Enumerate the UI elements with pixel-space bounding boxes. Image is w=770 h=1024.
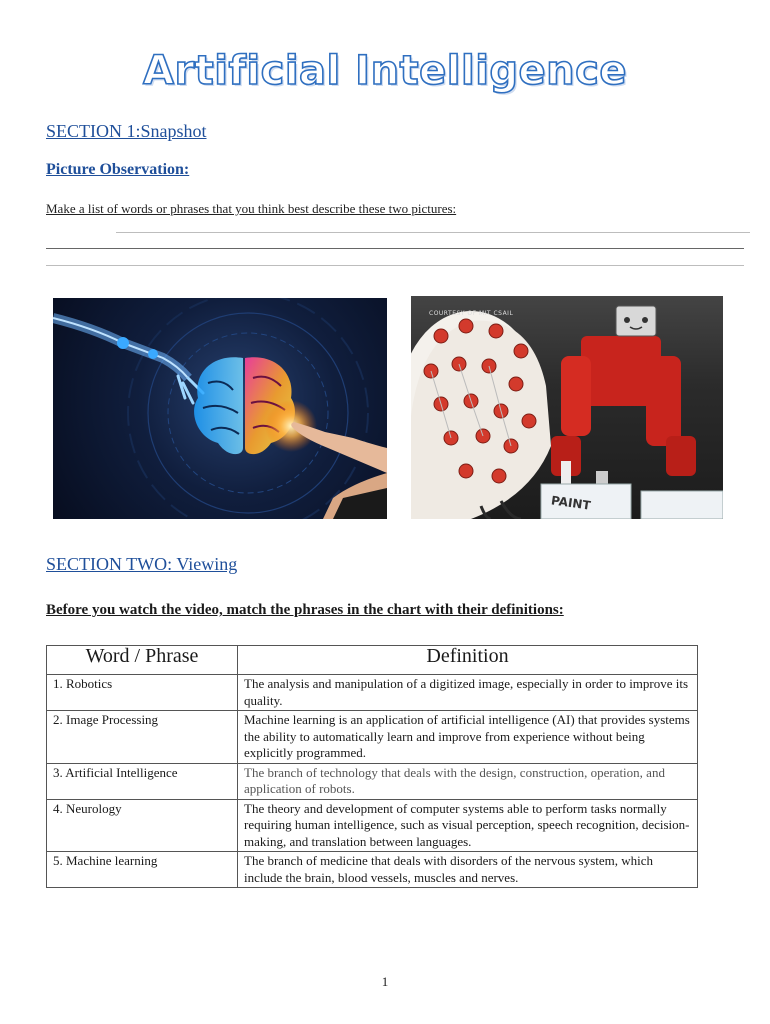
definition-cell: The branch of medicine that deals with disorders of the nervous system, which include the brain, blood vessels, muscles and nerves. [238, 852, 698, 888]
eeg-robot-illustration [411, 296, 723, 519]
matching-instruction: Before you watch the video, match the phrases in the chart with their definitions: [46, 602, 564, 618]
word-cell: 2. Image Processing [47, 711, 238, 764]
page-number: 1 [381, 974, 389, 989]
definition-cell: Machine learning is an application of artificial intelligence (AI) that provides systems the ability to automatically learn and improve from experience without being explicitly programmed. [238, 711, 698, 764]
table-row [47, 763, 698, 799]
paint-bin-label: PAINT [550, 493, 592, 513]
column-header-word: Word / Phrase [47, 646, 238, 675]
section-2-heading: SECTION TWO: Viewing [46, 554, 238, 574]
table-header-row [47, 646, 698, 675]
ai-brain-illustration [53, 298, 387, 519]
word-cell: 4. Neurology [47, 799, 238, 852]
table-row [47, 675, 698, 711]
picture-observation-heading: Picture Observation: [46, 161, 190, 178]
matching-table [46, 645, 698, 888]
table-row [47, 852, 698, 888]
definition-cell: The analysis and manipulation of a digitized image, especially in order to improve its quality. [238, 675, 698, 711]
answer-line-1[interactable] [116, 232, 750, 233]
word-cell: 3. Artificial Intelligence [47, 763, 238, 799]
definition-cell: The theory and development of computer systems able to perform tasks normally requiring human intelligence, such as visual perception, speech recognition, decision-making, and translation between languages. [238, 799, 698, 852]
eeg-robot-image [411, 296, 723, 519]
answer-line-2[interactable] [46, 248, 744, 249]
table-row [47, 711, 698, 764]
column-header-definition: Definition [238, 646, 698, 675]
ai-brain-image [53, 298, 387, 519]
definition-cell: The branch of technology that deals with the design, construction, operation, and application of robots. [238, 763, 698, 799]
document-title: Artificial Intelligence [143, 48, 627, 94]
table-row [47, 799, 698, 852]
observation-instruction: Make a list of words or phrases that you think best describe these two pictures: [46, 201, 457, 216]
word-cell: 1. Robotics [47, 675, 238, 711]
answer-line-3[interactable] [46, 265, 744, 266]
image-credit: COURTESY OF MIT CSAIL [429, 310, 514, 317]
section-1-heading: SECTION 1:Snapshot [46, 121, 207, 141]
word-cell: 5. Machine learning [47, 852, 238, 888]
